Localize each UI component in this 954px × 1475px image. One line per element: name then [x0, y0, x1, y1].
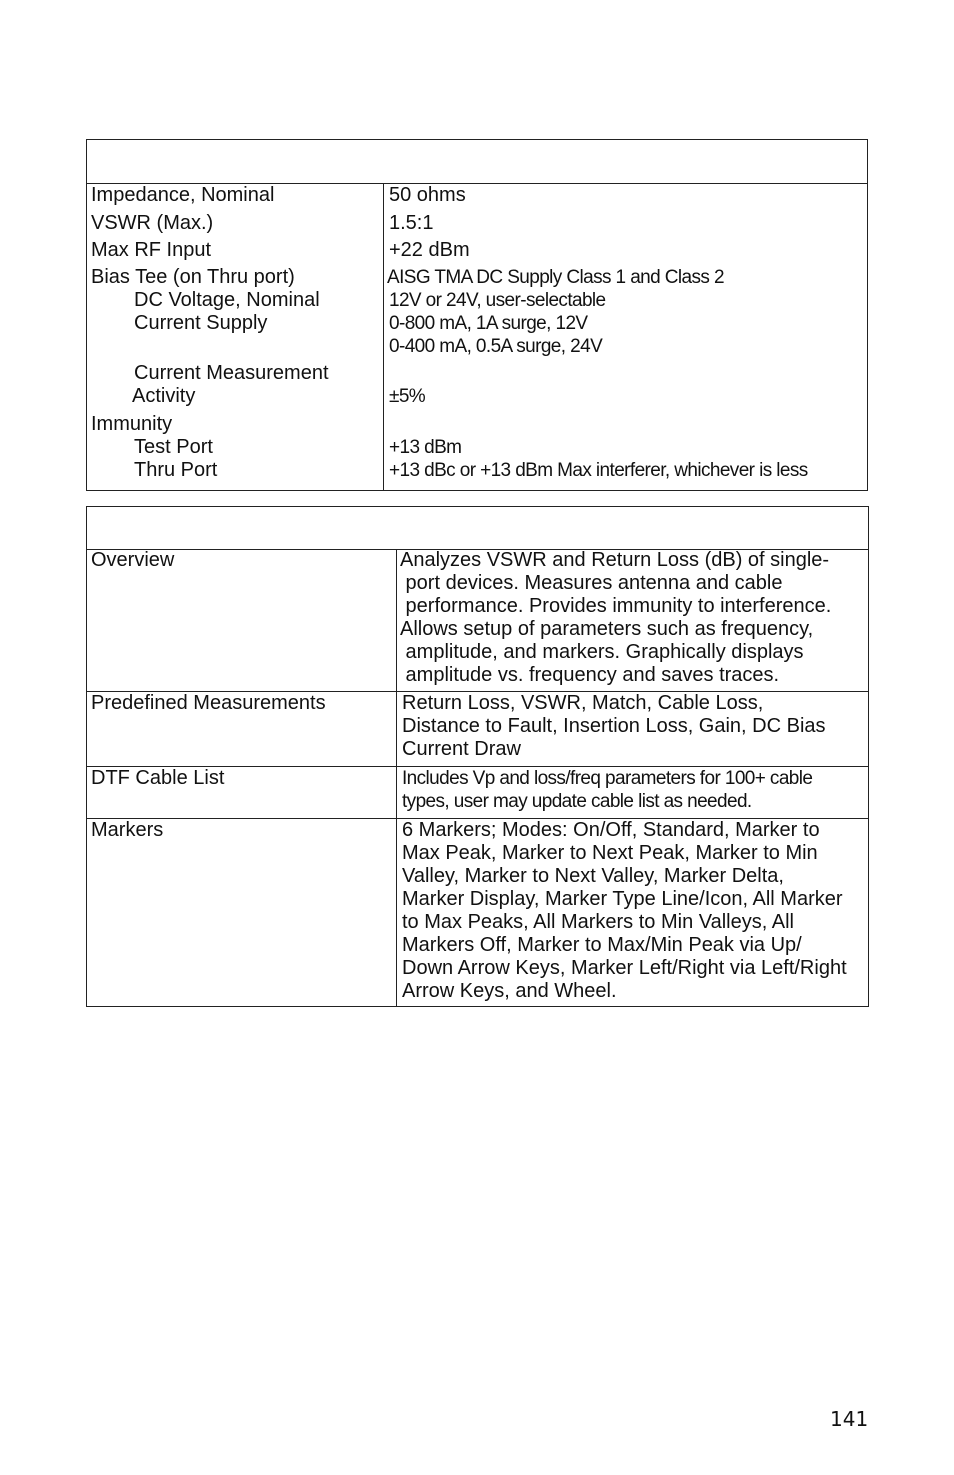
spec-sublabel: Current Supply: [134, 312, 268, 334]
spec-sublabel: DC Voltage, Nominal: [134, 289, 320, 311]
spec-label: Max RF Input: [91, 239, 212, 261]
page-number: 141: [830, 1407, 869, 1431]
spec-table-rf-header: [87, 140, 867, 184]
spec-value: ±5%: [389, 386, 426, 407]
feature-value-dtf-cable-list: Includes Vp and loss/freq parameters for 100+ cable types, user may update cable list as needed.: [402, 768, 813, 812]
feature-value-markers: 6 Markers; Modes: On/Off, Standard, Marker to Max Peak, Marker to Next Peak, Marker to Min Valley, Marker to Next Valley, Marker Delta, Marker Display, Marker Type Line/Icon, All Marker to Max Peaks, All Markers to Min Valleys, All Markers Off, Marker to Max/Min Peak via Up/ Down Arrow Keys, Marker Left/Right via Left/Right Arrow Keys, and Wheel.: [402, 819, 847, 1002]
spec-label: Impedance, Nominal: [91, 184, 275, 206]
spec-value: 12V or 24V, user-selectable: [389, 290, 606, 311]
feature-value-overview: Analyzes VSWR and Return Loss (dB) of single- port devices. Measures antenna and cable performance. Provides immunity to interference. Allows setup of parameters such as frequency, amplitude, and markers. Graphically displays amplitude vs. frequency and saves traces.: [400, 549, 832, 686]
spec-label: VSWR (Max.): [91, 212, 214, 234]
feature-label-markers: Markers: [91, 819, 164, 841]
column-divider: [383, 184, 384, 490]
feature-label-dtf-cable-list: DTF Cable List: [91, 767, 225, 789]
spec-value: 50 ohms: [389, 184, 466, 206]
spec-value: AISG TMA DC Supply Class 1 and Class 2: [387, 267, 724, 288]
spec-sublabel: Test Port: [134, 436, 213, 458]
feature-value-predefined-measurements: Return Loss, VSWR, Match, Cable Loss, Distance to Fault, Insertion Loss, Gain, DC Bias Current Draw: [402, 692, 826, 760]
spec-value: +13 dBm: [389, 437, 462, 458]
spec-table-rf: [86, 139, 868, 491]
feature-label-predefined-measurements: Predefined Measurements: [91, 692, 326, 714]
spec-label: Immunity: [91, 413, 173, 435]
spec-value: 0-400 mA, 0.5A surge, 24V: [389, 336, 603, 357]
spec-value: +13 dBc or +13 dBm Max interferer, whichever is less: [389, 460, 808, 481]
spec-value: 0-800 mA, 1A surge, 12V: [389, 313, 588, 334]
spec-label: Bias Tee (on Thru port): [91, 266, 295, 288]
spec-sublabel: Activity: [132, 385, 196, 407]
spec-table-features-header: [87, 507, 868, 550]
spec-sublabel: Current Measurement: [134, 362, 329, 384]
column-divider: [396, 550, 397, 1006]
feature-label-overview: Overview: [91, 549, 175, 571]
spec-table-features: [86, 506, 869, 1007]
spec-sublabel: Thru Port: [134, 459, 218, 481]
spec-value: 1.5:1: [389, 212, 434, 234]
spec-value: +22 dBm: [389, 239, 470, 261]
